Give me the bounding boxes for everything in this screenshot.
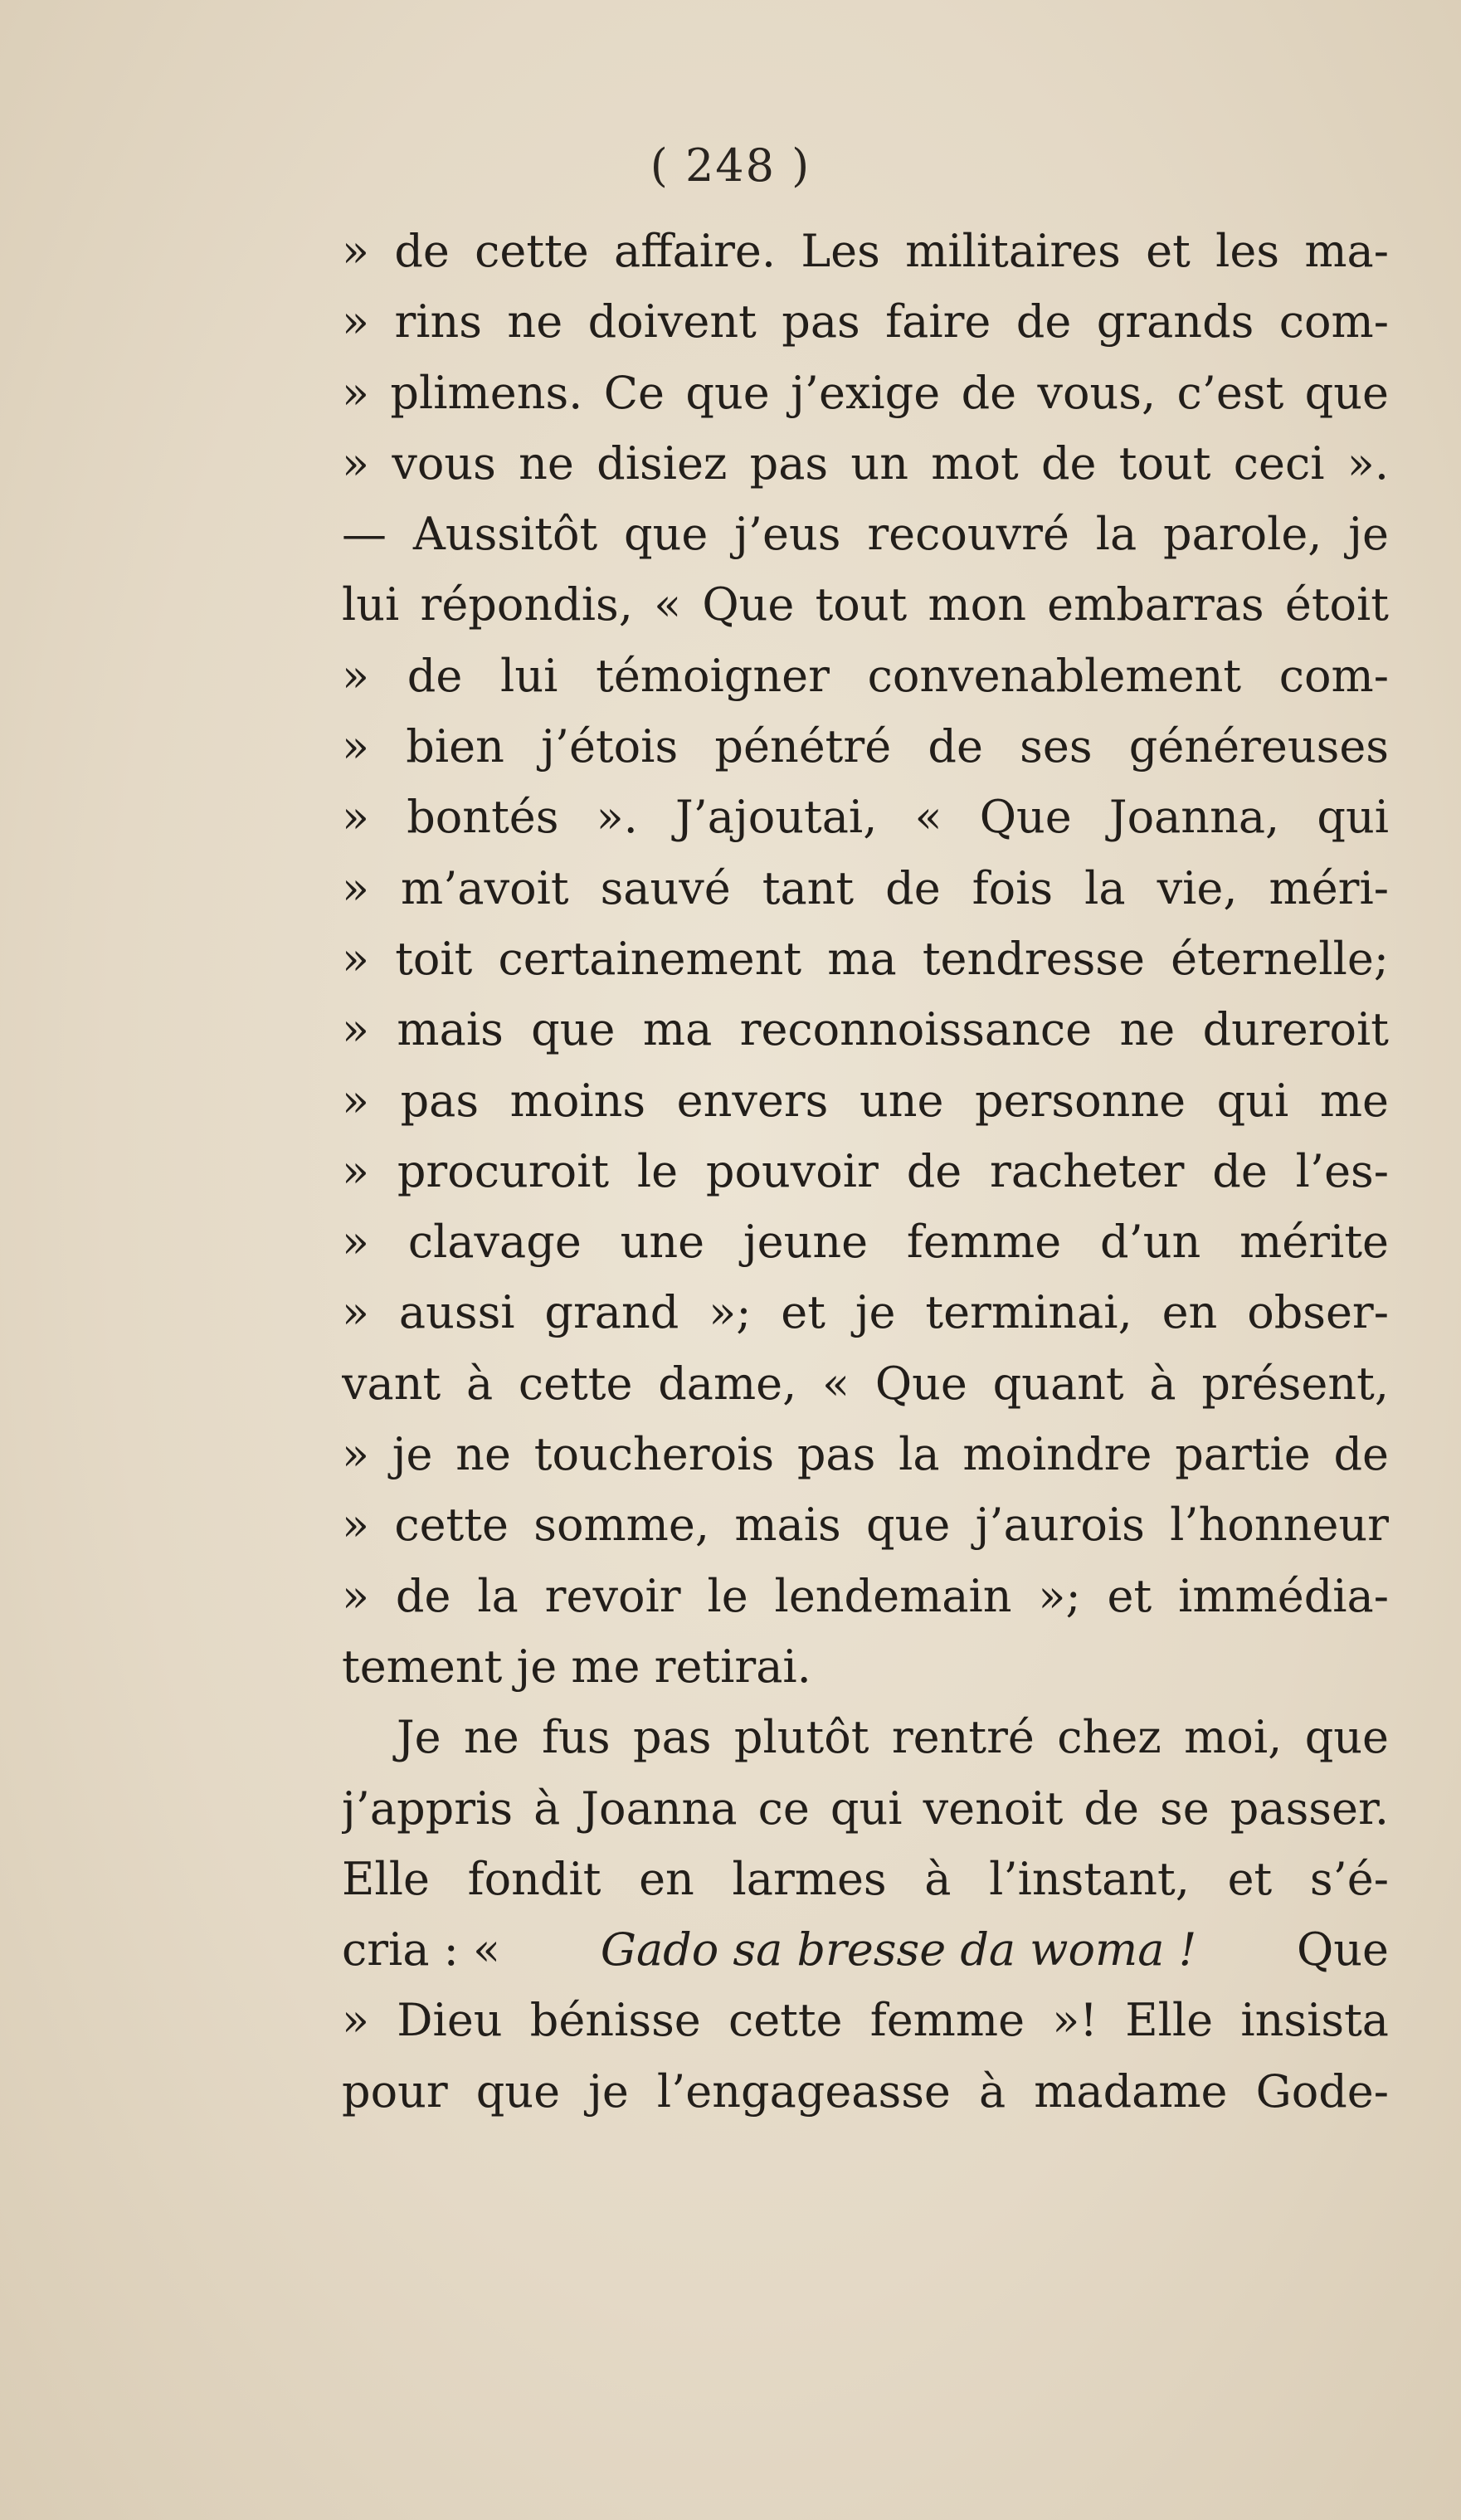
text-line: Elle fondit en larmes à l’instant, et s’é-: [342, 1852, 1389, 1905]
text-line: vant à cette dame, « Que quant à présent,: [342, 1357, 1389, 1410]
text-line: » cette somme, mais que j’aurois l’honneur: [342, 1499, 1389, 1552]
body-text: [342, 216, 1389, 2127]
text-line: » vous ne disiez pas un mot de tout ceci ».: [342, 436, 1389, 490]
text-line: » je ne toucherois pas la moindre partie de: [342, 1428, 1389, 1481]
text-line: » de la revoir le lendemain »; et immédia-: [342, 1569, 1389, 1622]
text-line: pour que je l’engageasse à madame Gode-: [342, 2064, 1389, 2118]
text-line: » bien j’étois pénétré de ses généreuses: [342, 720, 1389, 773]
text-line: » mais que ma reconnoissance ne dureroit: [342, 1003, 1389, 1056]
text-line: » pas moins envers une personne qui me: [342, 1074, 1389, 1127]
text-segment: Que: [1282, 1923, 1389, 1977]
text-line: j’appris à Joanna ce qui venoit de se passer.: [342, 1782, 1389, 1835]
text-line: » procuroit le pouvoir de racheter de l’es-: [342, 1144, 1389, 1197]
italic-quote: Gado sa bresse da woma !: [600, 1923, 1197, 1977]
text-line-paragraph-end: tement je me retirai.: [342, 1640, 811, 1693]
text-line-with-italic: [342, 1914, 1389, 1985]
text-line: — Aussitôt que j’eus recouvré la parole, je: [342, 508, 1389, 561]
text-line-paragraph-start: Je ne fus pas plutôt rentré chez moi, que: [397, 1711, 1389, 1764]
text-line: » de cette affaire. Les militaires et les ma-: [342, 225, 1389, 277]
text-line: » aussi grand »; et je terminai, en obser-: [342, 1286, 1389, 1339]
text-line: » de lui témoigner convenablement com-: [342, 649, 1389, 702]
text-line: lui répondis, « Que tout mon embarras étoit: [342, 578, 1389, 631]
text-line: » bontés ». J’ajoutai, « Que Joanna, qui: [342, 791, 1389, 844]
text-line: » rins ne doivent pas faire de grands com-: [342, 295, 1389, 349]
page-number: ( 248 ): [650, 139, 811, 192]
text-segment: cria : «: [342, 1923, 515, 1977]
text-line: » plimens. Ce que j’exige de vous, c’est que: [342, 366, 1389, 419]
text-line: » toit certainement ma tendresse éternelle;: [342, 932, 1389, 985]
text-line: » Dieu bénisse cette femme »! Elle insista: [342, 1994, 1389, 2047]
text-line: » clavage une jeune femme d’un mérite: [342, 1216, 1389, 1269]
text-line: » m’avoit sauvé tant de fois la vie, méri-: [342, 861, 1389, 914]
